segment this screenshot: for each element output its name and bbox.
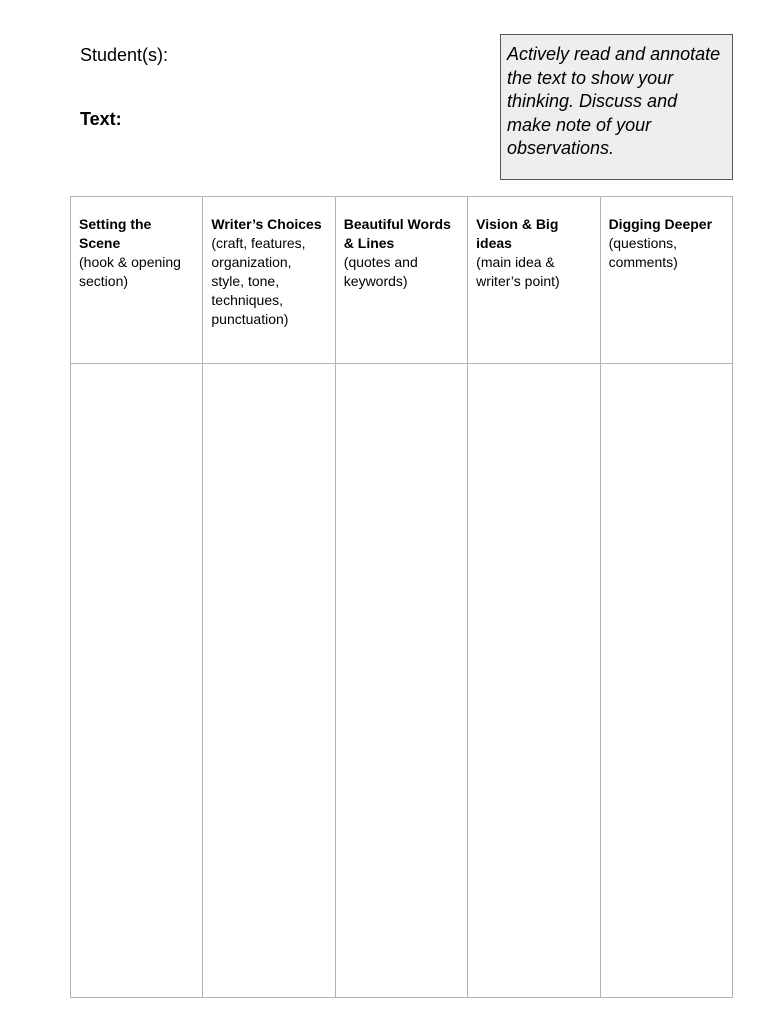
annotation-table (70, 196, 733, 998)
column-note: (hook & opening section) (79, 254, 181, 289)
instruction-box (500, 34, 733, 180)
instruction-text: Actively read and annotate the text to show your thinking. Discuss and make note of your observations. (507, 44, 721, 158)
column-title: Vision & Big ideas (476, 216, 559, 251)
column-note: (craft, features, organization, style, tone, techniques, punctuation) (211, 235, 306, 327)
header-row (71, 197, 733, 364)
notes-cell-digging-deeper[interactable] (600, 364, 732, 998)
column-title: Digging Deeper (608, 216, 713, 232)
column-title: Beautiful Words & Lines (343, 216, 451, 251)
notes-cell-writers-choices[interactable] (203, 364, 335, 998)
student-label: Student(s): (80, 45, 169, 65)
column-note: (questions, comments) (608, 235, 678, 270)
header-cell-writers-choices (203, 197, 335, 364)
column-note: (main idea & writer’s point) (476, 254, 560, 289)
notes-row (71, 364, 733, 998)
text-label: Text: (80, 109, 122, 129)
column-note: (quotes and keywords) (343, 254, 418, 289)
notes-cell-beautiful-words[interactable] (335, 364, 467, 998)
header-cell-vision-big-ideas (468, 197, 600, 364)
header-cell-beautiful-words (335, 197, 467, 364)
notes-cell-setting-the-scene[interactable] (71, 364, 203, 998)
column-title: Writer’s Choices (211, 216, 322, 232)
header-cell-digging-deeper (600, 197, 732, 364)
notes-cell-vision-big-ideas[interactable] (468, 364, 600, 998)
header-cell-setting-the-scene (71, 197, 203, 364)
column-title: Setting the Scene (79, 216, 152, 251)
